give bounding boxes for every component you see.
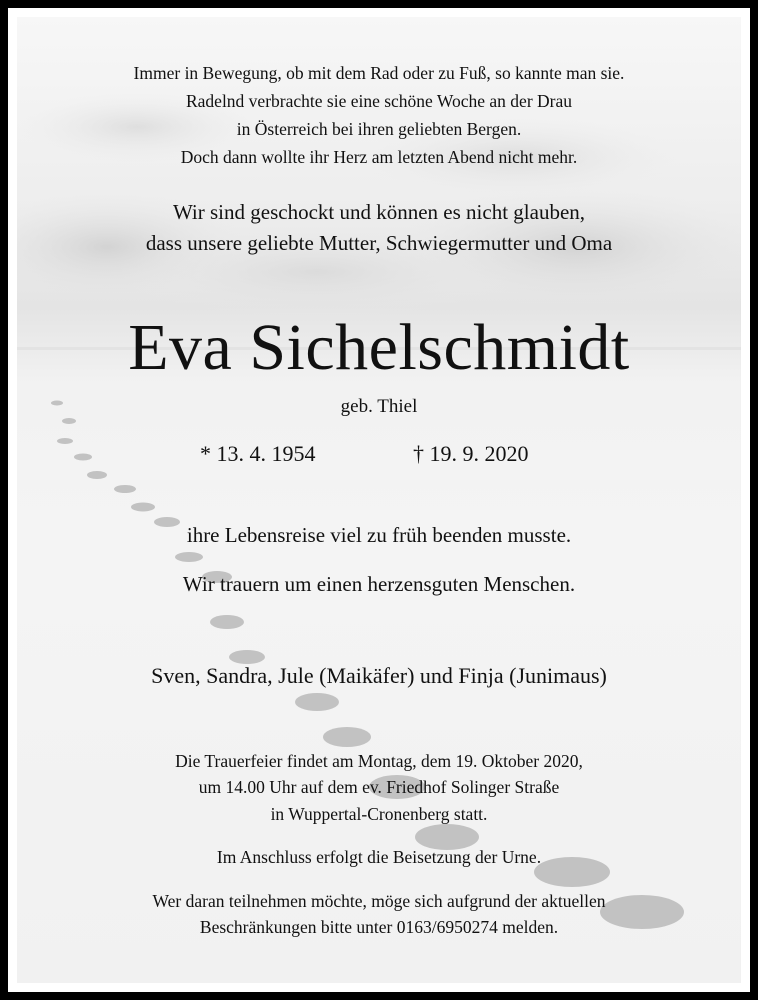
intro-line-1: Wir sind geschockt und können es nicht glauben, — [172, 200, 586, 224]
deceased-name: Eva Sichelschmidt — [128, 311, 630, 384]
family-names: Sven, Sandra, Jule (Maikäfer) und Finja (Junimaus) — [151, 663, 607, 688]
notice-line-1: Wer daran teilnehmen möchte, möge sich aufgrund der aktuellen — [152, 891, 606, 911]
death-date: † 19. 9. 2020 — [413, 441, 529, 466]
obituary-content — [17, 17, 741, 983]
journey-text: ihre Lebensreise viel zu früh beenden musste. — [186, 523, 572, 547]
birth-name: geb. Thiel — [340, 396, 418, 417]
intro-line-2: dass unsere geliebte Mutter, Schwiegermutter und Oma — [145, 231, 613, 255]
ceremony-line-3: in Wuppertal-Cronenberg statt. — [270, 804, 488, 824]
mourning-text: Wir trauern um einen herzensguten Menschen. — [182, 572, 576, 596]
poem-line-1: Immer in Bewegung, ob mit dem Rad oder zu Fuß, so kannte man sie. — [133, 63, 625, 83]
poem-line-4: Doch dann wollte ihr Herz am letzten Abend nicht mehr. — [180, 147, 578, 167]
ceremony-line-2: um 14.00 Uhr auf dem ev. Friedhof Solinger Straße — [198, 777, 560, 797]
ceremony-line-1: Die Trauerfeier findet am Montag, dem 19. Oktober 2020, — [175, 751, 583, 771]
notice-line-2: Beschränkungen bitte unter 0163/6950274 melden. — [199, 917, 559, 937]
birth-date: * 13. 4. 1954 — [200, 441, 316, 466]
poem-line-2: Radelnd verbrachte sie eine schöne Woche an der Drau — [185, 91, 573, 111]
poem-line-3: in Österreich bei ihren geliebten Bergen. — [236, 119, 522, 139]
urn-burial-text: Im Anschluss erfolgt die Beisetzung der Urne. — [216, 847, 542, 867]
obituary-panel — [17, 17, 741, 983]
